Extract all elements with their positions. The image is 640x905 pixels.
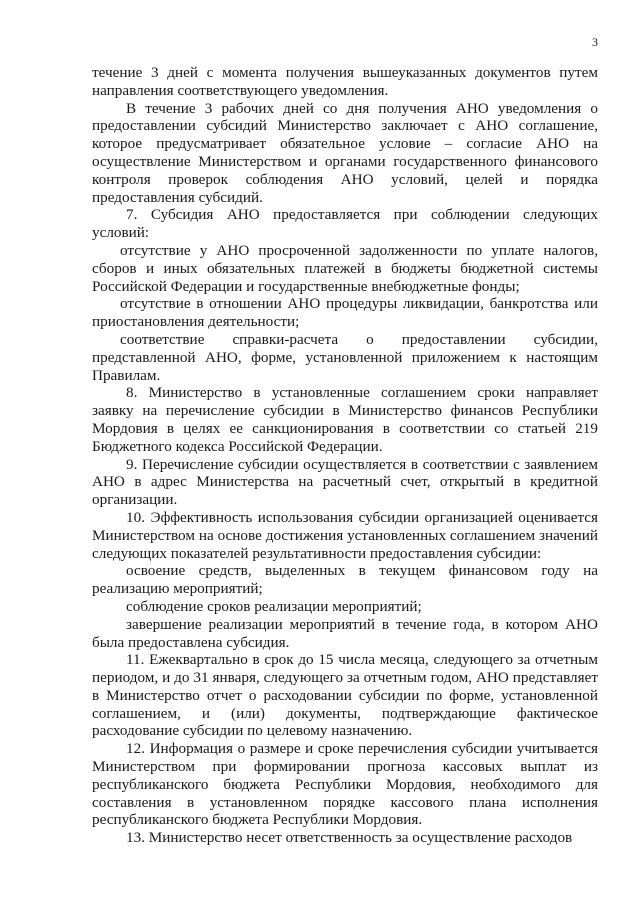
condition-form-compliance: соответствие справки-расчета о предоставлении субсидии, представленной АНО, форме, установленной приложением к настоящим Правилам. bbox=[92, 330, 598, 384]
condition-no-liquidation: отсутствие в отношении АНО процедуры ликвидации, банкротства или приостановления деятельности; bbox=[92, 295, 598, 331]
paragraph-10: 10. Эффективность использования субсидии организацией оценивается Министерством на основе достижения установленных соглашением значений следующих показателей результативности предоставления субсидии: bbox=[92, 508, 598, 562]
paragraph-13: 13. Министерство несет ответственность за осуществление расходов bbox=[126, 829, 573, 847]
paragraph-continuation: течение 3 дней с момента получения вышеуказанных документов путем направления соответствующего уведомления. bbox=[92, 64, 598, 99]
paragraph-7: 7. Субсидия АНО предоставляется при соблюдении следующих условий: bbox=[92, 206, 598, 242]
indicator-funds-use: освоение средств, выделенных в текущем финансовом году на реализацию мероприятий; bbox=[92, 562, 598, 598]
indicator-deadlines: соблюдение сроков реализации мероприятий; bbox=[126, 597, 422, 615]
paragraph-8: 8. Министерство в установленные соглашением сроки направляет заявку на перечисление субсидии в Министерство финансов Республики Мордовия в целях ее санкционирования в соответствии со статьей 219 Бюджетного кодекса Российской Федерации. bbox=[92, 384, 598, 455]
document-body bbox=[92, 64, 598, 847]
page-number: 3 bbox=[592, 35, 598, 49]
condition-no-debt: отсутствие у АНО просроченной задолженности по уплате налогов, сборов и иных обязательных платежей в бюджеты бюджетной системы Российской Федерации и государственные внебюджетные фонды; bbox=[92, 241, 598, 295]
paragraph-agreement: В течение 3 рабочих дней со дня получения АНО уведомления о предоставлении субсидий Министерство заключает с АНО соглашение, которое предусматривает обязательное условие – согласие АНО на осуществление Министерством и органами государственного финансового контроля проверок соблюдения АНО условий, целей и порядка предоставления субсидий. bbox=[92, 99, 598, 206]
indicator-completion: завершение реализации мероприятий в течение года, в котором АНО была предоставлена субсидия. bbox=[92, 615, 598, 651]
paragraph-12: 12. Информация о размере и сроке перечисления субсидии учитывается Министерством при формировании прогноза кассовых выплат из республиканского бюджета Республики Мордовия, необходимого для составления в установленном порядке кассового плана исполнения республиканского бюджета Республики Мордовия. bbox=[92, 740, 598, 829]
paragraph-9: 9. Перечисление субсидии осуществляется в соответствии с заявлением АНО в адрес Министерства на расчетный счет, открытый в кредитной организации. bbox=[92, 455, 598, 509]
paragraph-11: 11. Ежеквартально в срок до 15 числа месяца, следующего за отчетным периодом, и до 31 января, следующего за отчетным годом, АНО представляет в Министерство отчет о расходовании субсидии по форме, установленной соглашением, и (или) документы, подтверждающие фактическое расходование субсидии по целевому назначению. bbox=[92, 651, 598, 740]
